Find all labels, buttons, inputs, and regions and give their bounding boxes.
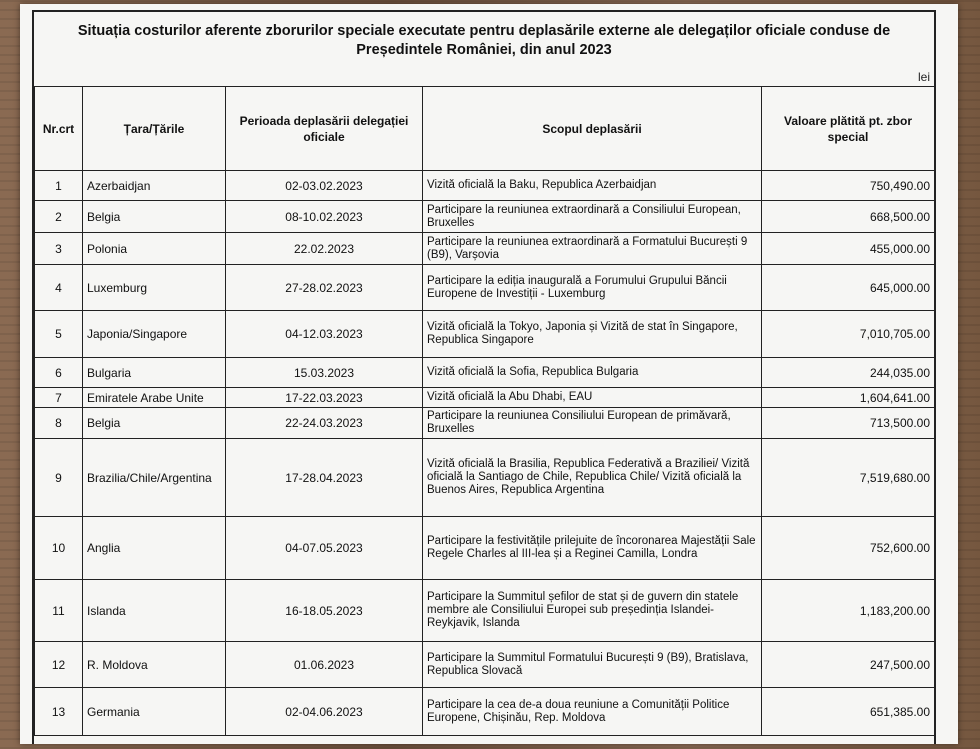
cell-tara: Japonia/Singapore <box>83 311 226 358</box>
cell-scop: Participare la ediția inaugurală a Forumului Grupului Băncii Europene de Investiții - Luxemburg <box>423 265 762 311</box>
cell-valoare: 750,490.00 <box>762 171 935 201</box>
table-row <box>35 233 935 265</box>
cell-perioada: 02-04.06.2023 <box>226 688 423 736</box>
header-nr: Nr.crt <box>35 87 83 171</box>
cell-tara: R. Moldova <box>83 642 226 688</box>
cell-nr: 3 <box>35 233 83 265</box>
table-row <box>35 358 935 388</box>
cell-nr: 11 <box>35 580 83 642</box>
cell-scop: Vizită oficială la Abu Dhabi, EAU <box>423 388 762 408</box>
cell-perioada: 17-28.04.2023 <box>226 439 423 517</box>
cell-tara: Anglia <box>83 517 226 580</box>
cell-scop: Participare la reuniunea extraordinară a Consiliului European, Bruxelles <box>423 201 762 233</box>
cell-nr: 6 <box>35 358 83 388</box>
cell-valoare: 713,500.00 <box>762 408 935 439</box>
cell-nr: 5 <box>35 311 83 358</box>
cell-scop: Participare la reuniunea extraordinară a Formatului București 9 (B9), Varșovia <box>423 233 762 265</box>
cell-valoare: 247,500.00 <box>762 642 935 688</box>
cell-scop: Participare la festivitățile prilejuite de încoronarea Majestății Sale Regele Charles al III-lea și a Reginei Camilla, Londra <box>423 517 762 580</box>
cell-valoare: 668,500.00 <box>762 201 935 233</box>
cell-valoare: 1,604,641.00 <box>762 388 935 408</box>
document-page <box>20 4 958 744</box>
cell-tara: Luxemburg <box>83 265 226 311</box>
cell-valoare: 752,600.00 <box>762 517 935 580</box>
document-title: Situația costurilor aferente zborurilor speciale executate pentru deplasările externe ale delegaților oficiale conduse de Președintele României, din anul 2023 <box>77 23 891 58</box>
cell-valoare: 244,035.00 <box>762 358 935 388</box>
header-scop: Scopul deplasării <box>423 87 762 171</box>
cell-valoare: 1,183,200.00 <box>762 580 935 642</box>
header-tara: Țara/Țările <box>83 87 226 171</box>
cell-valoare: 7,010,705.00 <box>762 311 935 358</box>
cell-tara: Belgia <box>83 408 226 439</box>
cell-nr: 12 <box>35 642 83 688</box>
table-row <box>35 439 935 517</box>
cell-nr: 9 <box>35 439 83 517</box>
cell-scop: Vizită oficială la Sofia, Republica Bulgaria <box>423 358 762 388</box>
currency-label: lei <box>917 70 930 84</box>
cell-valoare: 651,385.00 <box>762 688 935 736</box>
table-row <box>35 580 935 642</box>
cell-scop: Vizită oficială la Brasilia, Republica Federativă a Braziliei/ Vizită oficială la Santiago de Chile, Republica Chile/ Vizită oficială la Buenos Aires, Republica Argentina <box>423 439 762 517</box>
table-row <box>35 265 935 311</box>
costs-table <box>34 86 935 736</box>
table-row <box>35 408 935 439</box>
cell-scop: Participare la Summitul șefilor de stat și de guvern din statele membre ale Consiliului Europei sub președinția Islandei-Reykjavik, Islanda <box>423 580 762 642</box>
table-row <box>35 311 935 358</box>
cell-perioada: 15.03.2023 <box>226 358 423 388</box>
cell-perioada: 04-12.03.2023 <box>226 311 423 358</box>
cell-tara: Emiratele Arabe Unite <box>83 388 226 408</box>
header-perioada: Perioada deplasării delegației oficiale <box>226 87 423 171</box>
cell-scop: Participare la cea de-a doua reuniune a Comunității Politice Europene, Chișinău, Rep. Moldova <box>423 688 762 736</box>
cell-nr: 4 <box>35 265 83 311</box>
table-header-row <box>35 87 935 171</box>
cell-perioada: 02-03.02.2023 <box>226 171 423 201</box>
cell-perioada: 01.06.2023 <box>226 642 423 688</box>
cell-nr: 2 <box>35 201 83 233</box>
cell-nr: 7 <box>35 388 83 408</box>
header-valoare: Valoare plătită pt. zbor special <box>762 87 935 171</box>
cell-perioada: 22.02.2023 <box>226 233 423 265</box>
document-frame <box>32 10 936 744</box>
table-row <box>35 171 935 201</box>
cell-nr: 10 <box>35 517 83 580</box>
cell-perioada: 22-24.03.2023 <box>226 408 423 439</box>
cell-nr: 13 <box>35 688 83 736</box>
cell-tara: Polonia <box>83 233 226 265</box>
cell-perioada: 08-10.02.2023 <box>226 201 423 233</box>
table-row <box>35 517 935 580</box>
cell-scop: Vizită oficială la Baku, Republica Azerbaidjan <box>423 171 762 201</box>
cell-valoare: 645,000.00 <box>762 265 935 311</box>
cell-perioada: 16-18.05.2023 <box>226 580 423 642</box>
cell-perioada: 04-07.05.2023 <box>226 517 423 580</box>
cell-perioada: 27-28.02.2023 <box>226 265 423 311</box>
cell-nr: 8 <box>35 408 83 439</box>
cell-scop: Vizită oficială la Tokyo, Japonia și Vizită de stat în Singapore, Republica Singapore <box>423 311 762 358</box>
table-row <box>35 642 935 688</box>
table-row <box>35 388 935 408</box>
cell-perioada: 17-22.03.2023 <box>226 388 423 408</box>
cell-scop: Participare la reuniunea Consiliului European de primăvară, Bruxelles <box>423 408 762 439</box>
cell-tara: Belgia <box>83 201 226 233</box>
table-row <box>35 201 935 233</box>
cell-tara: Bulgaria <box>83 358 226 388</box>
cell-tara: Germania <box>83 688 226 736</box>
cell-tara: Islanda <box>83 580 226 642</box>
cell-tara: Brazilia/Chile/Argentina <box>83 439 226 517</box>
cell-tara: Azerbaidjan <box>83 171 226 201</box>
cell-nr: 1 <box>35 171 83 201</box>
cell-valoare: 455,000.00 <box>762 233 935 265</box>
table-row <box>35 688 935 736</box>
cell-scop: Participare la Summitul Formatului București 9 (B9), Bratislava, Republica Slovacă <box>423 642 762 688</box>
cell-valoare: 7,519,680.00 <box>762 439 935 517</box>
